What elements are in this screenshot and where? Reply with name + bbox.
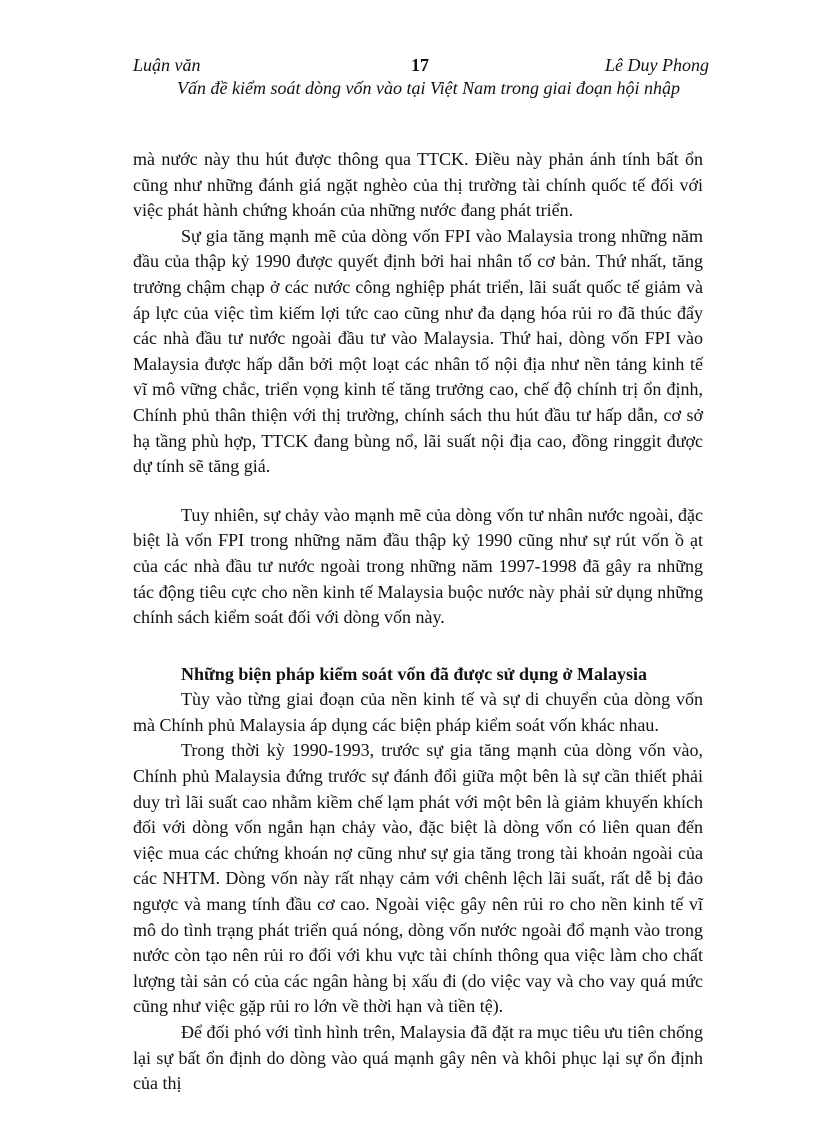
paragraph-response: Để đối phó với tình hình trên, Malaysia đã đặt ra mục tiêu ưu tiên chống lại sự bất ổn định do dòng vào quá mạnh gây nên và khôi phục lại sự ổn định của thị <box>133 1022 703 1094</box>
page-number: 17 <box>411 55 429 75</box>
paragraph-negative-impacts: Tuy nhiên, sự chảy vào mạnh mẽ của dòng vốn tư nhân nước ngoài, đặc biệt là vốn FPI trong những năm đầu thập kỷ 1990 cũng như sự rút vốn ồ ạt của các nhà đầu tư nước ngoài trong những năm 1997-1998 đã gây ra những tác động tiêu cực cho nền kinh tế Malaysia buộc nước này phải sử dụng những chính sách kiểm soát đối với dòng vốn này. <box>133 504 703 628</box>
header-author: Lê Duy Phong <box>605 55 709 75</box>
section-heading: Những biện pháp kiểm soát vốn đã được sử dụng ở Malaysia <box>181 663 647 684</box>
paragraph-spacer <box>133 480 703 503</box>
paragraph-1990-1993: Trong thời kỳ 1990-1993, trước sự gia tăng mạnh của dòng vốn vào, Chính phủ Malaysia đứng trước sự đánh đổi giữa một bên là sự cần thiết phải duy trì lãi suất cao nhằm kiềm chế lạm phát với một bên là giảm khuyến khích đối với dòng vốn ngắn hạn chảy vào, đặc biệt là dòng vốn có liên quan đến việc mua các chứng khoán nợ cũng như sự gia tăng trong tài khoản ngoài của các NHTM. Dòng vốn này rất nhạy cảm với chênh lệch lãi suất, rất dễ bị đảo ngược và mang tính đầu cơ cao. Ngoài việc gây nên rủi ro cho nền kinh tế vĩ mô do tình trạng phát triển quá nóng, dòng vốn nước ngoài đổ mạnh vào trong nước còn tạo nên rủi ro đối với khu vực tài chính thông qua việc làm cho chất lượng tài sản có của các ngân hàng bị xấu đi (do việc vay và cho vay quá mức cũng như việc gặp rủi ro lớn về thời hạn và tiền tệ). <box>133 740 703 1017</box>
header-left-label: Luận văn <box>133 55 201 75</box>
header-subtitle: Vấn đề kiểm soát dòng vốn vào tại Việt Nam trong giai đoạn hội nhập <box>177 78 680 98</box>
page-body <box>133 147 703 1097</box>
paragraph-continuation: mà nước này thu hút được thông qua TTCK. Điều này phản ánh tính bất ổn cũng như những đánh giá ngặt nghèo của thị trường tài chính quốc tế đối với việc phát hành chứng khoán của những nước đang phát triển. <box>133 149 703 221</box>
page-header <box>133 55 709 103</box>
paragraph-fpi-growth: Sự gia tăng mạnh mẽ của dòng vốn FPI vào Malaysia trong những năm đầu của thập kỷ 1990 được quyết định bởi hai nhân tố cơ bản. Thứ nhất, tăng trưởng chậm chạp ở các nước công nghiệp phát triển, lãi suất quốc tế giảm và áp lực của việc tìm kiếm lợi tức cao cũng như đa dạng hóa rủi ro đã thúc đẩy các nhà đầu tư nước ngoài đầu tư vào Malaysia. Thứ hai, dòng vốn FPI vào Malaysia được hấp dẫn bởi một loạt các nhân tố nội địa như nền tảng kinh tế vĩ mô vững chắc, triển vọng kinh tế tăng trưởng cao, chế độ chính trị ổn định, Chính phủ thân thiện với thị trường, chính sách thu hút đầu tư hấp dẫn, cơ sở hạ tầng phù hợp, TTCK đang bùng nổ, lãi suất nội địa cao, đồng ringgit được dự tính sẽ tăng giá. <box>133 225 703 477</box>
paragraph-measures-intro: Tùy vào từng giai đoạn của nền kinh tế và sự di chuyển của dòng vốn mà Chính phủ Malaysia áp dụng các biện pháp kiểm soát vốn khác nhau. <box>133 689 703 735</box>
section-spacer <box>133 631 703 662</box>
